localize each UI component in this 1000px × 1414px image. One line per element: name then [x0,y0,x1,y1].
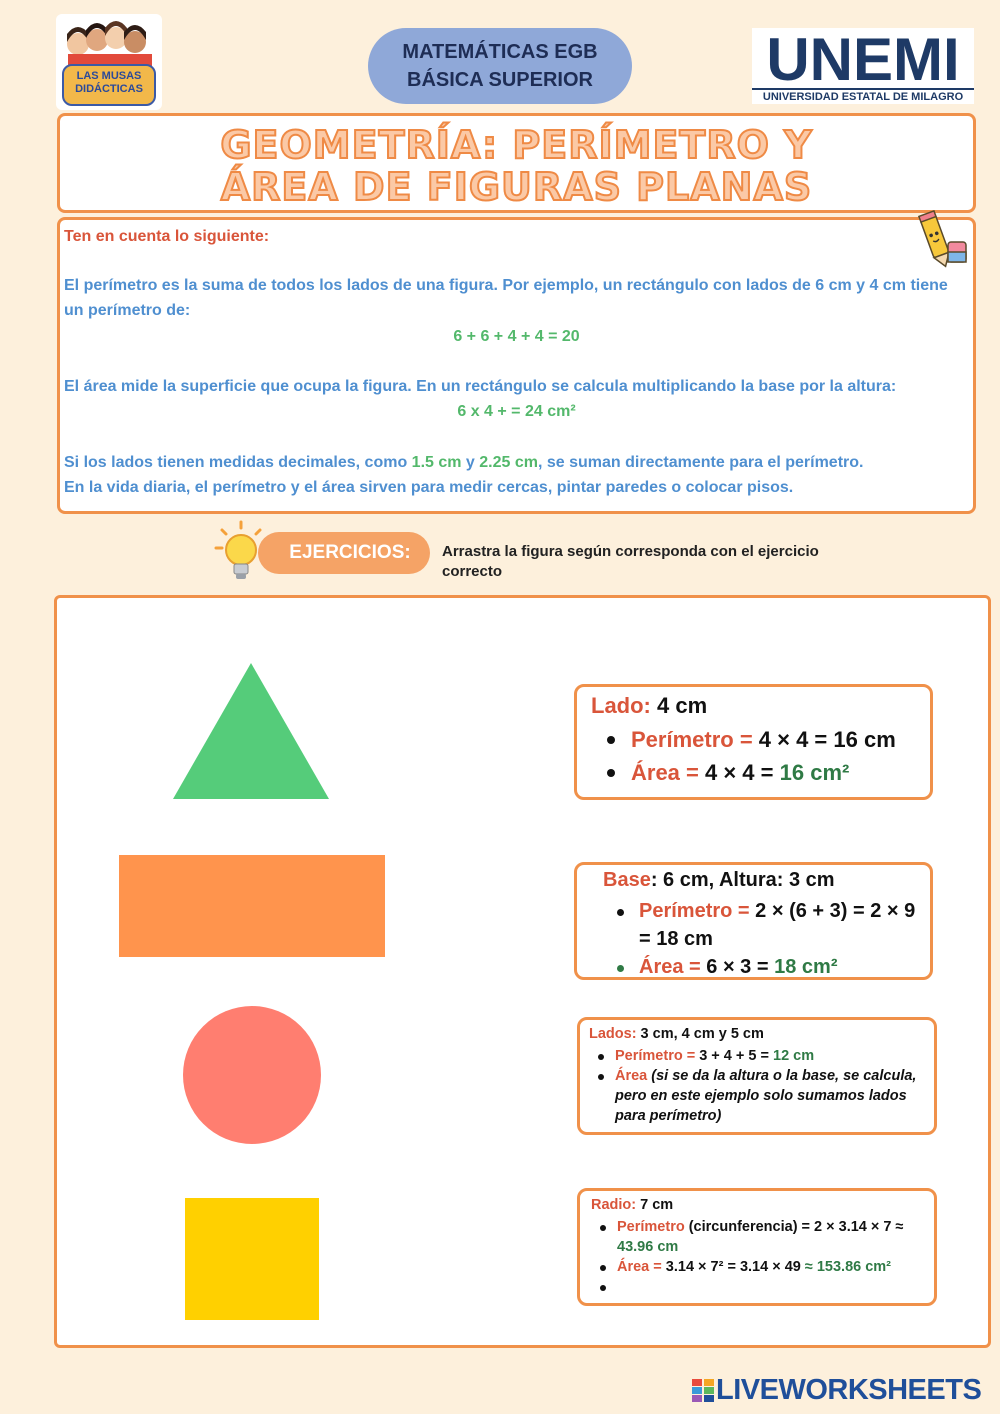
perimeter-label: Perímetro = [639,900,756,922]
area-label: Área [615,1068,648,1084]
perimeter-value: 3 + 4 + 5 = [699,1048,773,1064]
liveworksheets-wordmark: LIVEWORKSHEETS [716,1374,982,1406]
perimeter-value: 4 × 4 = 16 cm [758,727,896,752]
card-perimeter-item [589,1046,933,1066]
answer-card-sides[interactable] [577,1017,937,1135]
unemi-logo-subtitle: UNIVERSIDAD ESTATAL DE MILAGRO [752,88,974,103]
area-value: 3.14 × 7² = 3.14 × 49 [665,1259,805,1275]
perimeter-label: Perímetro = [631,727,759,752]
card-heading [603,869,835,892]
area-value: 4 × 4 = [705,760,780,785]
area-label: Área = [617,1259,666,1275]
card-list [591,1217,933,1297]
las-musas-didacticas-logo [56,14,162,110]
card-heading-label: Base [603,869,651,891]
worksheet-title-box [57,113,976,213]
title-line2: ÁREA DE FIGURAS PLANAS [220,165,813,209]
area-note: (si se da la altura o la base, se calcula, pero en este ejemplo solo sumamos lados para perímetro) [615,1068,917,1124]
answer-card-base-height[interactable] [574,862,933,980]
card-list [591,897,931,981]
circle-shape[interactable] [183,1006,321,1144]
area-definition: El área mide la superficie que ocupa la figura. En un rectángulo se calcula multiplicando la base por la altura: [64,378,897,395]
card-heading-label: Lados: [589,1026,637,1042]
decimal-note-b: y [461,454,480,471]
perimeter-definition-cont: un perímetro de: [64,302,191,319]
area-result: 16 cm² [779,760,850,785]
triangle-shape[interactable] [171,661,331,801]
liveworksheets-logo [692,1376,992,1406]
subject-line2: BÁSICA SUPERIOR [407,69,593,91]
theory-box [57,217,976,514]
info-heading: Ten en cuenta lo siguiente: [64,228,270,245]
exercises-label: EJERCICIOS: [258,532,430,574]
unemi-logo [752,28,974,104]
decimal-note [64,454,863,472]
subject-pill [368,28,632,104]
card-perimeter-item [591,1217,933,1257]
card-area-item [591,1257,933,1277]
area-label: Área = [639,956,707,978]
area-result: 18 cm² [774,956,838,978]
liveworksheets-mark-icon [692,1379,714,1403]
title-line1: GEOMETRÍA: PERÍMETRO Y [220,123,813,167]
area-formula: 6 x 4 + = 24 cm² [457,403,576,420]
card-heading [589,1026,764,1042]
card-heading [591,693,707,719]
decimal-note-a: Si los lados tienen medidas decimales, como [64,454,412,471]
card-heading-label: Radio: [591,1197,637,1213]
logo-text-line2: DIDÁCTICAS [75,83,143,95]
card-heading-value: 7 cm [636,1197,674,1213]
card-heading [591,1197,673,1213]
card-empty-item [591,1277,933,1297]
subject-line1: MATEMÁTICAS EGB [402,41,598,63]
decimal-note-c: , se suman directamente para el perímetro. [538,454,864,471]
perimeter-result: 12 cm [773,1048,815,1064]
students-faces-icon [64,16,154,66]
unemi-logo-name: UNEMI [766,26,960,93]
area-result: ≈ 153.86 cm² [804,1259,892,1275]
card-heading-value: 3 cm, 4 cm y 5 cm [636,1026,764,1042]
perimeter-formula: 6 + 6 + 4 + 4 = 20 [453,328,580,345]
perimeter-result: 43.96 cm [617,1239,679,1255]
perimeter-label: Perímetro = [615,1048,700,1064]
logo-text-line1: LAS MUSAS [76,70,142,82]
rectangle-shape[interactable] [119,855,385,957]
area-value: 6 × 3 = [706,956,775,978]
decimal-value-2: 2.25 cm [479,454,538,471]
decimal-value-1: 1.5 cm [411,454,462,471]
card-area-item [589,1066,933,1126]
logo-plate [62,64,156,106]
card-list [589,1046,933,1126]
area-label: Área = [631,760,705,785]
perimeter-definition: El perímetro es la suma de todos los lados de una figura. Por ejemplo, un rectángulo con lados de 6 cm y 4 cm tiene [64,277,948,294]
card-area-item [591,756,896,789]
daily-life-note: En la vida diaria, el perímetro y el área sirven para medir cercas, pintar paredes o colocar pisos. [64,479,794,496]
exercise-area [54,595,991,1348]
card-heading-value: 4 cm [650,693,708,718]
card-perimeter-item [591,723,896,756]
perimeter-value: (circunferencia) = 2 × 3.14 × 7 ≈ [684,1219,904,1235]
square-shape[interactable] [185,1198,319,1320]
exercise-instruction: Arrastra la figura según corresponda con el ejercicio correcto [442,543,819,580]
card-area-item [591,953,931,981]
card-heading-value: : 6 cm, Altura: 3 cm [650,869,835,891]
perimeter-label: Perímetro [617,1219,685,1235]
card-heading-label: Lado: [591,693,651,718]
answer-card-radius[interactable] [577,1188,937,1306]
answer-card-side[interactable] [574,684,933,800]
pencil-eraser-icon [912,210,972,272]
card-perimeter-item [591,897,931,953]
card-list [591,723,896,789]
perimeter-value: 2 × (6 + 3) = 2 × 9 = 18 cm [639,900,916,950]
